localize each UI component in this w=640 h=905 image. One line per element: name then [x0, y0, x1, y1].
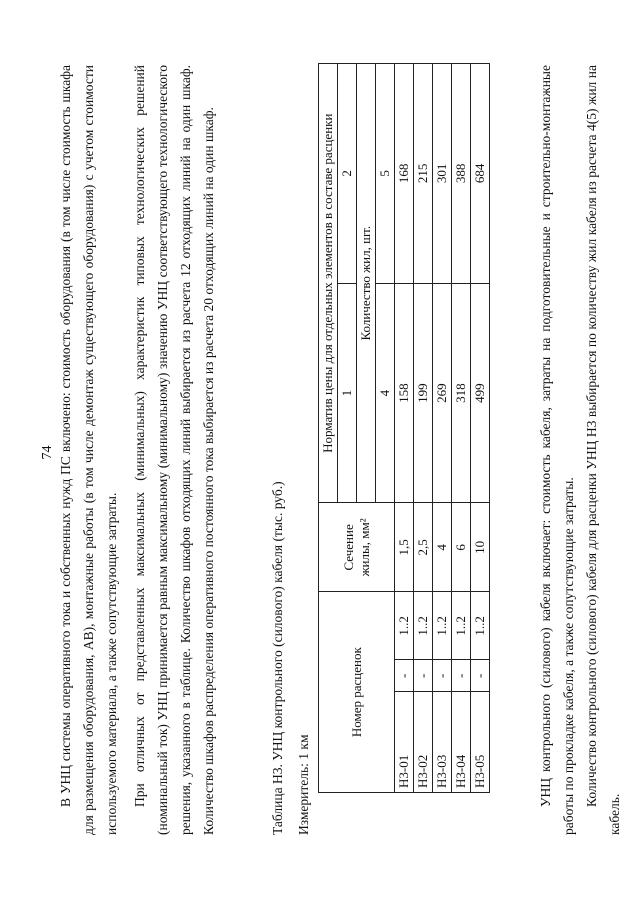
price-5-cores: 215	[414, 64, 433, 284]
price-5-cores: 168	[395, 64, 414, 284]
rate-suffix: 1..2	[471, 592, 490, 660]
header-section: Сечение жилы, мм²	[319, 503, 395, 592]
table-unit: Измеритель: 1 км	[296, 734, 311, 835]
table-title: Таблица Н3. УНЦ контрольного (силового) кабеля (тыс. руб.)	[270, 481, 285, 835]
price-table	[318, 63, 490, 793]
price-4-cores: 499	[471, 283, 490, 503]
rate-code: Н3-04	[452, 692, 471, 793]
table-row	[471, 64, 490, 793]
rate-code: Н3-03	[433, 692, 452, 793]
table-row	[395, 64, 414, 793]
rate-sep: -	[471, 660, 490, 692]
table-row	[452, 64, 471, 793]
header-col-1: 1	[338, 283, 357, 503]
rate-code: Н3-05	[471, 692, 490, 793]
header-col-2: 2	[338, 64, 357, 284]
table-header-row	[319, 64, 338, 793]
table-row	[433, 64, 452, 793]
rate-code: Н3-02	[414, 692, 433, 793]
header-cores-4: 4	[376, 283, 395, 503]
rate-sep: -	[433, 660, 452, 692]
price-4-cores: 269	[433, 283, 452, 503]
table-row	[414, 64, 433, 793]
paragraph-3: УНЦ контрольного (силового) кабеля включает: стоимость кабеля, затраты на подготовительные и строительно-монтажные работы по прокладке кабеля, а также сопутствующие затраты.	[538, 65, 576, 835]
section-value: 1,5	[395, 503, 414, 592]
rate-sep: -	[395, 660, 414, 692]
rate-sep: -	[414, 660, 433, 692]
header-norm: Норматив цены для отдельных элементов в составе расценки	[319, 64, 338, 503]
page-number: 74	[40, 445, 55, 460]
section-value: 10	[471, 503, 490, 592]
header-cores-5: 5	[376, 64, 395, 284]
section-value: 6	[452, 503, 471, 592]
header-rate-number: Номер расценок	[319, 592, 395, 793]
rate-code: Н3-01	[395, 692, 414, 793]
price-5-cores: 388	[452, 64, 471, 284]
section-value: 2,5	[414, 503, 433, 592]
price-4-cores: 158	[395, 283, 414, 503]
header-core-count: Количество жил, шт.	[357, 64, 376, 503]
rate-sep: -	[452, 660, 471, 692]
price-5-cores: 301	[433, 64, 452, 284]
rate-suffix: 1..2	[414, 592, 433, 660]
price-4-cores: 318	[452, 283, 471, 503]
price-5-cores: 684	[471, 64, 490, 284]
section-value: 4	[433, 503, 452, 592]
rate-suffix: 1..2	[452, 592, 471, 660]
paragraph-4: Количество контрольного (силового) кабеля для расценки УНЦ Н3 выбирается по количеству жил кабеля из расчета 4(5) жил на кабель.	[584, 65, 622, 835]
paragraph-2: При отличных от представленных максимальных (минимальных) характеристик типовых технологических решений (номинальный ток) УНЦ принимается равным максимальному (минимальному) значению УНЦ соответствующего технологического решения, указанного в таблице. Количество шкафов отходящих линий выбирается из расчета 12 отходящих линий на один шкаф. Количество шкафов распределения оперативного постоянного тока выбирается из расчета 20 отходящих линий на один шкаф.	[132, 65, 216, 835]
rate-suffix: 1..2	[395, 592, 414, 660]
rate-suffix: 1..2	[433, 592, 452, 660]
price-4-cores: 199	[414, 283, 433, 503]
paragraph-1: В УНЦ системы оперативного тока и собственных нужд ПС включено: стоимость оборудования (в том числе стоимость шкафа для размещения оборудования, АВ), монтажные работы (в том числе демонтаж существующего оборудования) с учетом стоимости используемого материала, а также сопутствующие затраты.	[58, 65, 119, 835]
